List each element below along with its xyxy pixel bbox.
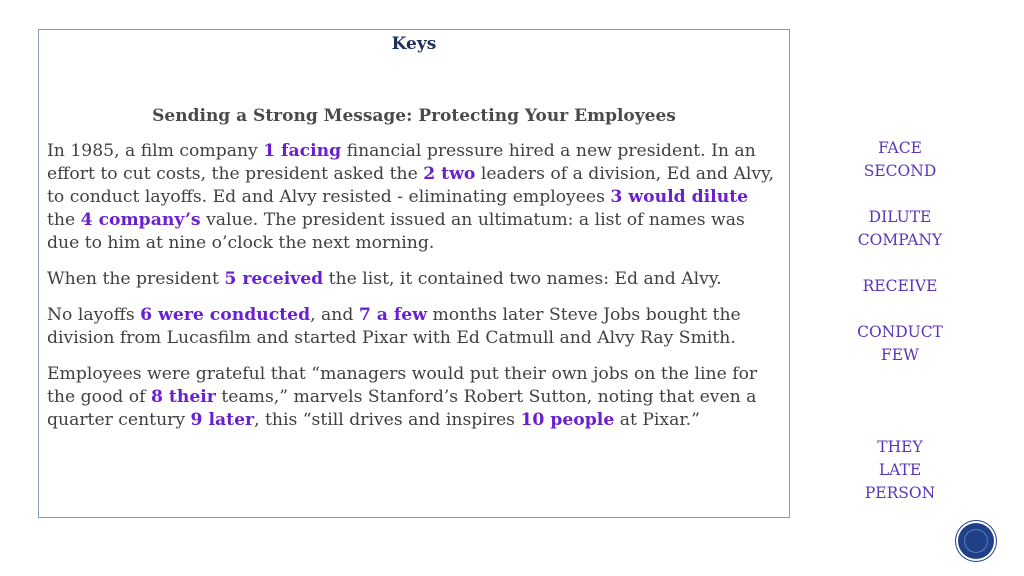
text-segment: , and: [310, 305, 359, 325]
keyword: SECOND: [863, 162, 937, 180]
keyword-group: [836, 206, 964, 252]
keyword: FEW: [880, 346, 919, 364]
content-panel: [38, 29, 790, 518]
answer-blank: 1 facing: [263, 141, 342, 161]
paragraph: [47, 304, 781, 350]
answer-blank: 5 received: [224, 269, 324, 289]
paragraph: [47, 140, 781, 255]
text-segment: , this “still drives and inspires: [254, 410, 521, 430]
text-segment: financial pressure hired a new president. In an effort to cut costs, the president asked the: [47, 141, 756, 184]
keyword: LATE: [878, 461, 922, 479]
text-segment: value. The president issued an ultimatum: a list of names was due to him at nine o’clock the next morning.: [47, 210, 745, 253]
text-segment: the: [47, 210, 81, 230]
keyword-group: [836, 436, 964, 505]
keyword: RECEIVE: [862, 277, 938, 295]
story-heading: Sending a Strong Message: Protecting Your Employees: [152, 106, 676, 126]
answer-blank: 6 were conducted: [140, 305, 311, 325]
keyword: PERSON: [864, 484, 936, 502]
keyword: COMPANY: [857, 231, 943, 249]
keyword: CONDUCT: [857, 323, 943, 341]
answer-blank: 3 would dilute: [610, 187, 749, 207]
text-segment: leaders of a division, Ed and Alvy, to conduct layoffs. Ed and Alvy resisted - eliminating employees: [47, 164, 774, 207]
paragraph: [47, 363, 781, 432]
text-segment: months later Steve Jobs bought the division from Lucasfilm and started Pixar with Ed Catmull and Alvy Ray Smith.: [47, 305, 741, 348]
keyword: FACE: [878, 139, 922, 157]
logo-badge-icon: [958, 523, 994, 559]
answer-blank: 8 their: [150, 387, 216, 407]
logo-ring: [964, 529, 988, 553]
paragraph: [47, 268, 781, 291]
text-segment: In 1985, a film company: [47, 141, 264, 161]
answer-blank: 10 people: [520, 410, 615, 430]
answer-blank: 4 company’s: [80, 210, 201, 230]
text-segment: at Pixar.”: [614, 410, 700, 430]
keyword-group: [836, 137, 964, 183]
text-segment: When the president: [47, 269, 225, 289]
keyword: THEY: [877, 438, 923, 456]
story-body: [47, 140, 781, 445]
text-segment: the list, it contained two names: Ed and Alvy.: [323, 269, 722, 289]
text-segment: teams,” marvels Stanford’s Robert Sutton, noting that even a quarter century: [47, 387, 757, 430]
answer-blank: 9 later: [190, 410, 255, 430]
text-segment: No layoffs: [47, 305, 141, 325]
answer-blank: 2 two: [423, 164, 476, 184]
text-segment: Employees were grateful that “managers would put their own jobs on the line for the good of: [47, 364, 758, 407]
keyword-group: [836, 321, 964, 367]
keyword: DILUTE: [868, 208, 932, 226]
answer-blank: 7 a few: [358, 305, 428, 325]
keys-title: Keys: [391, 34, 437, 54]
keyword-group: [836, 275, 964, 298]
